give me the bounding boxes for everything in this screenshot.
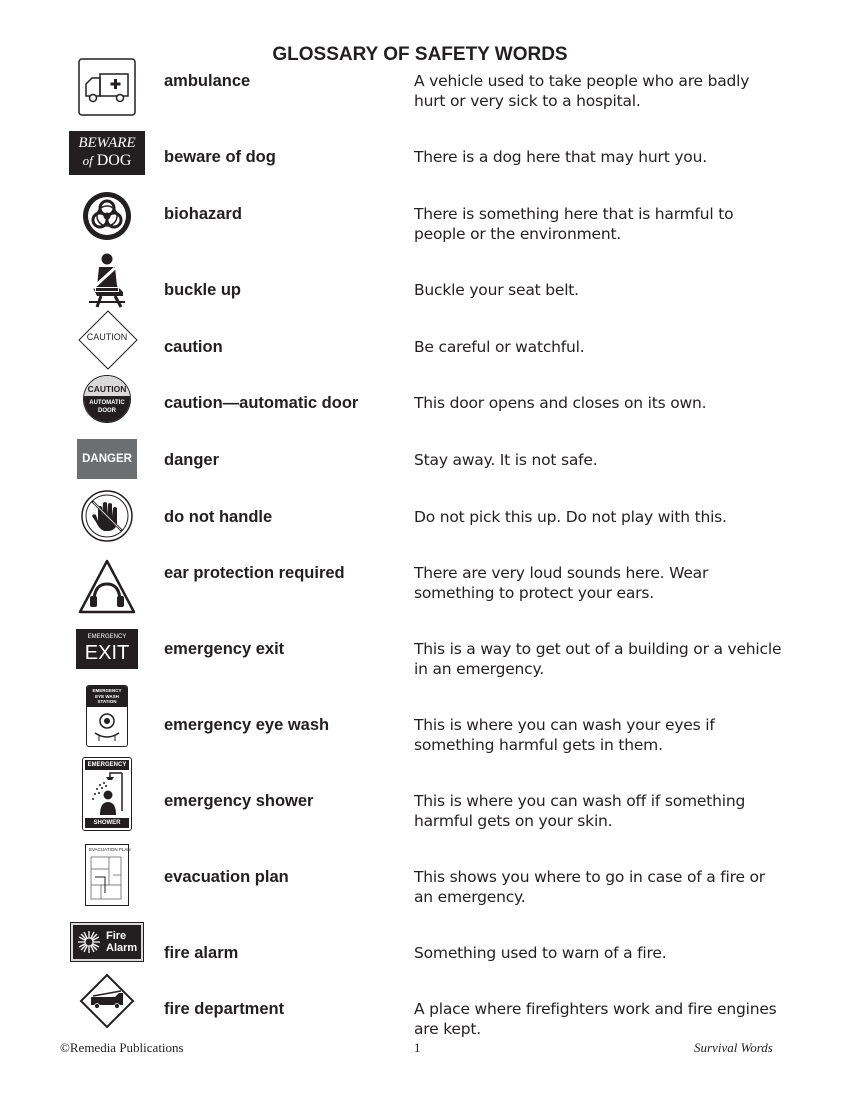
eye-wash-sign-icon [66, 684, 148, 748]
entry-term: emergency shower [164, 792, 314, 810]
entry-definition: Buckle your seat belt. [414, 281, 579, 299]
entry-definition: There are very loud sounds here. Wear something to protect your ears. [414, 564, 709, 602]
entry-definition: This is where you can wash off if something harmful gets on your skin. [414, 792, 746, 830]
danger-sign-icon [66, 437, 148, 481]
entry-term: buckle up [164, 281, 242, 299]
fire-alarm-sign-icon [66, 922, 148, 962]
evacuation-plan-icon [66, 842, 148, 908]
sign-text: BEWARE [78, 135, 136, 151]
automatic-door-sign-icon [66, 374, 148, 424]
entry-definition: This shows you where to go in case of a fire or an emergency. [414, 868, 765, 906]
ear-protection-icon [66, 556, 148, 618]
entry-term: ear protection required [164, 564, 345, 582]
entry-definition: Something used to warn of a fire. [414, 944, 667, 962]
entry-definition: This is where you can wash your eyes if something harmful gets in them. [414, 716, 715, 754]
entry-definition: Be careful or watchful. [414, 338, 585, 356]
sign-text: STATION [97, 699, 117, 704]
sign-text: EMERGENCY [85, 760, 129, 770]
entry-term: danger [164, 451, 220, 469]
sign-text: CAUTION [86, 332, 128, 342]
entry-definition: This door opens and closes on its own. [414, 394, 707, 412]
sign-text: of [82, 153, 93, 168]
entry-term: do not handle [164, 508, 273, 526]
sign-text: EVACUATION PLAN [89, 847, 131, 852]
sign-text: EMERGENCY [87, 634, 127, 640]
footer-page-number: 1 [414, 1040, 421, 1055]
page-title: GLOSSARY OF SAFETY WORDS [272, 44, 568, 65]
entry-term: biohazard [164, 205, 242, 223]
entry-term: emergency eye wash [164, 716, 330, 734]
entry-term: fire alarm [164, 944, 239, 962]
shower-sign-icon [66, 756, 148, 832]
entry-term: beware of dog [164, 148, 276, 166]
footer-publisher: ©Remedia Publications [60, 1040, 184, 1055]
sign-text: EMERGENCY [92, 688, 122, 693]
entry-term: caution—automatic door [164, 394, 359, 412]
sign-text: Fire [106, 930, 127, 942]
sign-text: CAUTION [84, 376, 130, 396]
fire-truck-diamond-icon [66, 972, 148, 1030]
entry-definition: A place where firefighters work and fire engines are kept. [414, 1000, 777, 1038]
entry-definition: Do not pick this up. Do not play with this. [414, 508, 727, 526]
entry-definition: There is something here that is harmful to people or the environment. [414, 205, 734, 243]
sign-text: AUTOMATIC [89, 400, 125, 406]
footer-book-title: Survival Words [694, 1040, 773, 1055]
sign-text: EXIT [84, 642, 130, 664]
biohazard-icon [66, 189, 148, 243]
entry-definition: A vehicle used to take people who are badly hurt or very sick to a hospital. [414, 72, 750, 110]
entry-definition: There is a dog here that may hurt you. [414, 148, 707, 166]
entry-definition: Stay away. It is not safe. [414, 451, 598, 469]
entry-term: emergency exit [164, 640, 285, 658]
entry-term: fire department [164, 1000, 285, 1018]
beware-of-dog-sign-icon [66, 130, 148, 176]
entry-term: ambulance [164, 72, 251, 90]
ambulance-icon [66, 57, 148, 117]
sign-text: DANGER [77, 439, 137, 479]
seat-belt-icon [66, 251, 148, 309]
sign-text: EYE WASH [95, 693, 119, 699]
no-hand-icon [66, 488, 148, 544]
caution-diamond-icon [66, 310, 148, 368]
sign-text: DOG [96, 152, 132, 169]
sign-text: SHOWER [85, 818, 129, 828]
entry-term: caution [164, 338, 223, 356]
sign-text: Alarm [106, 942, 138, 954]
entry-definition: This is a way to get out of a building or a vehicle in an emergency. [414, 640, 782, 678]
exit-sign-icon [66, 628, 148, 670]
sign-text: DOOR [98, 408, 116, 414]
entry-term: evacuation plan [164, 868, 289, 886]
